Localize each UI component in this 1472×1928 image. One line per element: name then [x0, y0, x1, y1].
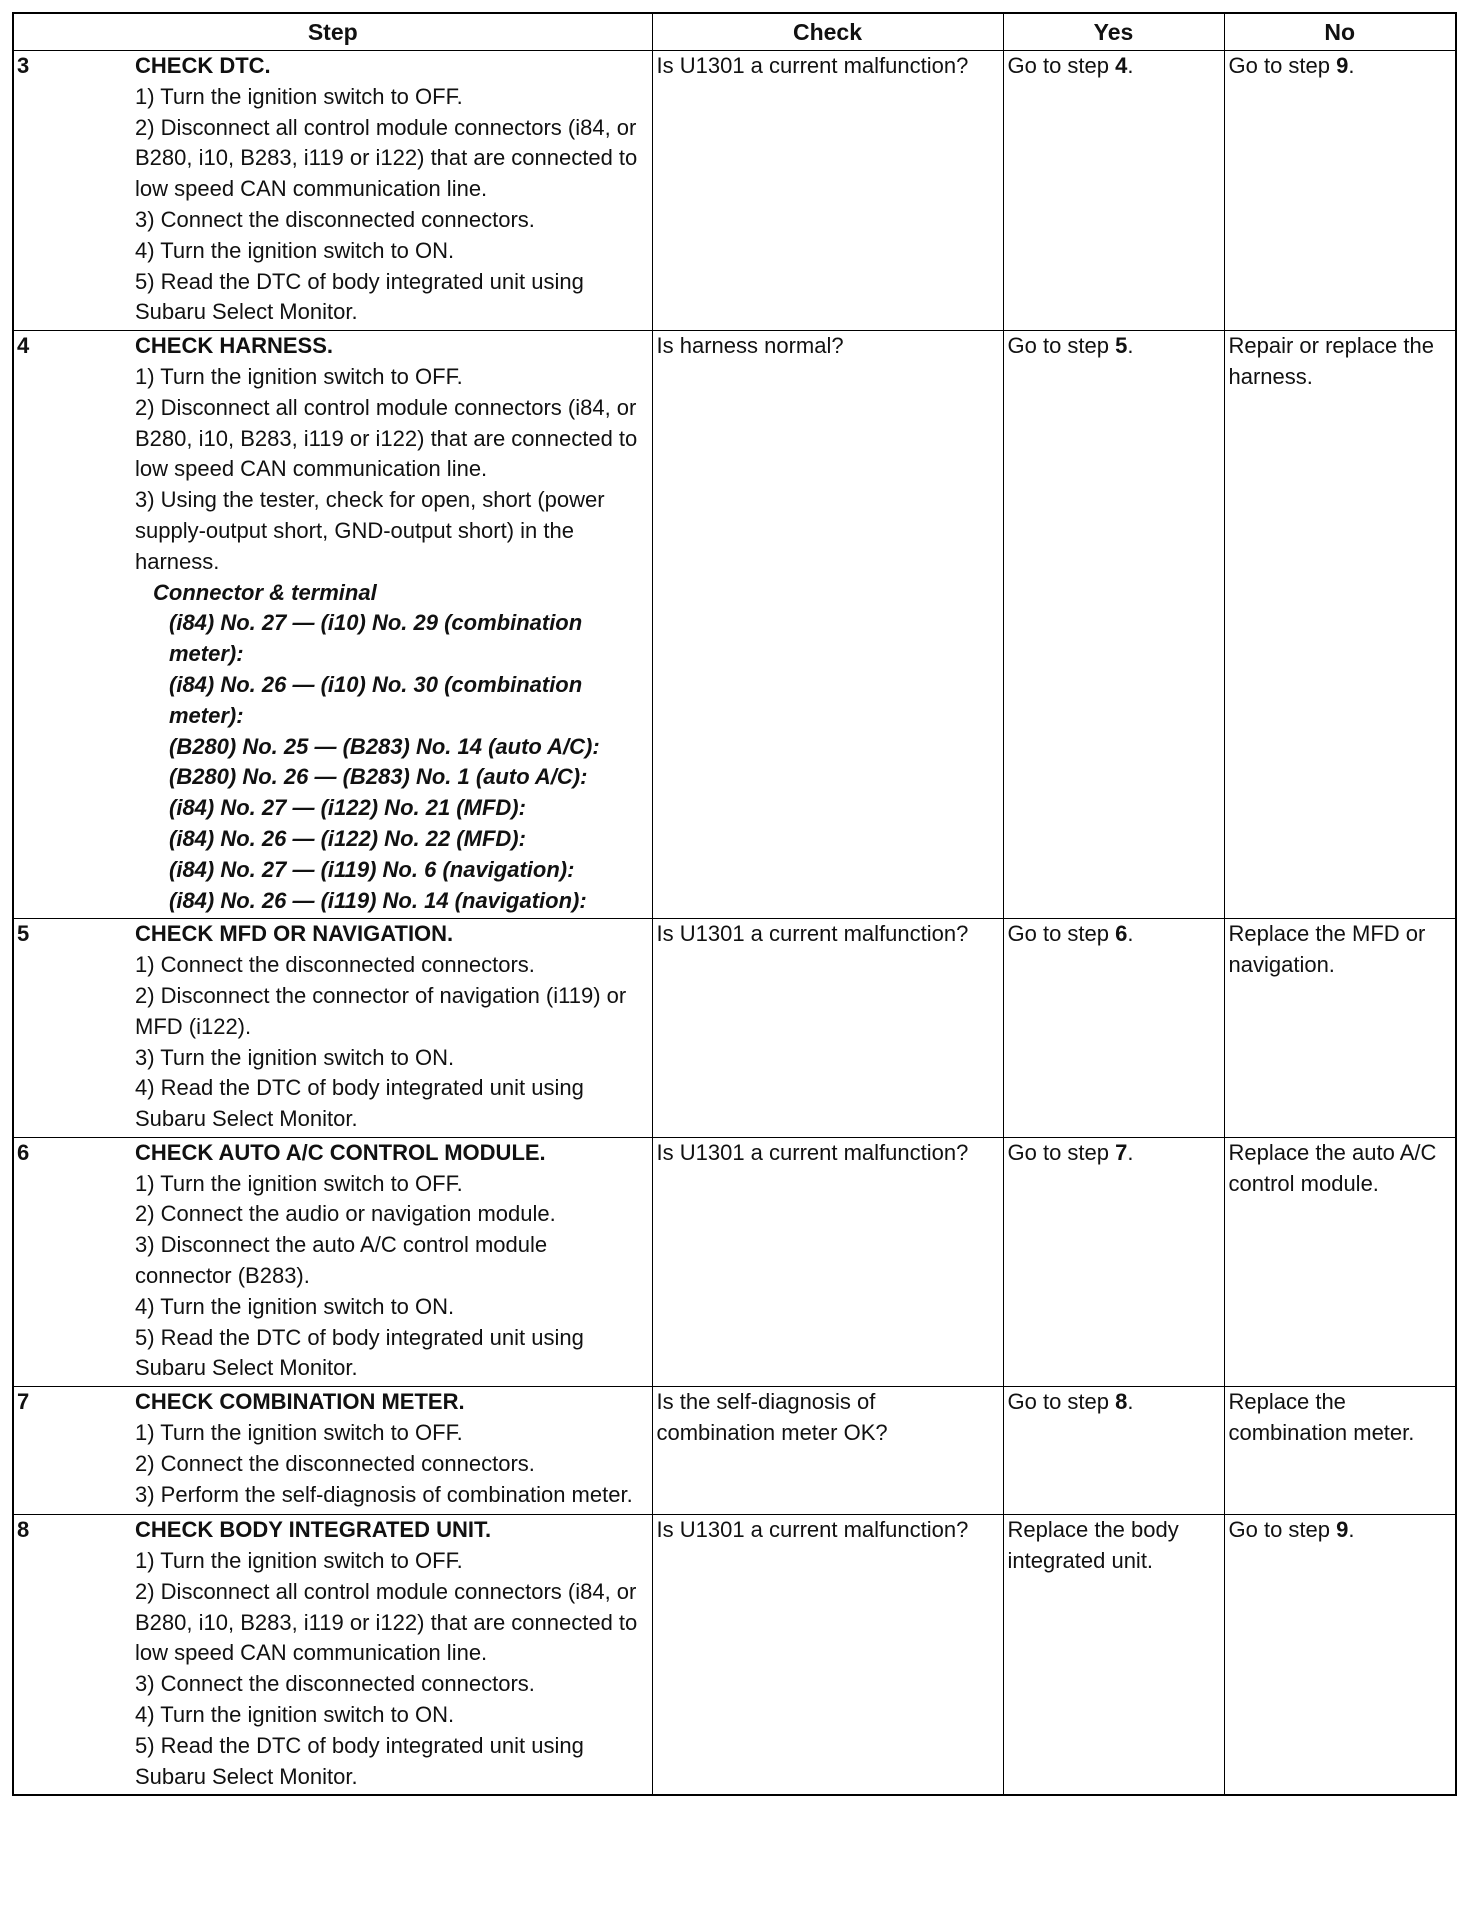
yes-cell: [1003, 331, 1224, 919]
no-text: Replace the MFD or navigation.: [1228, 921, 1426, 978]
step-number: 4: [17, 333, 30, 359]
yes-step-number: 8: [1115, 1389, 1128, 1415]
check-question: Is U1301 a current malfunction?: [656, 53, 969, 78]
step-body: [135, 1387, 646, 1510]
step-title: CHECK COMBINATION METER.: [135, 1389, 465, 1415]
check-cell: [652, 1515, 1003, 1796]
step-title: CHECK AUTO A/C CONTROL MODULE.: [135, 1139, 546, 1165]
yes-text-end: .: [1127, 53, 1134, 78]
no-step-number: 9: [1336, 53, 1349, 78]
yes-step-number: 4: [1115, 53, 1128, 78]
yes-text: Go to step: [1007, 1139, 1116, 1165]
step-instruction: 3) Disconnect the auto A/C control module connector (B283).: [135, 1232, 548, 1289]
table-row: [13, 1515, 1456, 1796]
table-row: [13, 1387, 1456, 1515]
step-body: [135, 1515, 646, 1792]
connector-terminal-spec: (B280) No. 25 — (B283) No. 14 (auto A/C):: [169, 733, 600, 759]
step-cell: [13, 1387, 652, 1515]
step-instruction: 3) Connect the disconnected connectors.: [135, 206, 535, 232]
step-number: 3: [17, 53, 30, 78]
connector-terminal-spec: (B280) No. 26 — (B283) No. 1 (auto A/C):: [169, 764, 588, 790]
step-number: 6: [17, 1139, 30, 1165]
step-instruction: 2) Disconnect all control module connectors (i84, or B280, i10, B283, i119 or i122) that are connected to low speed CAN communication line.: [135, 1578, 638, 1666]
connector-terminal-spec: (i84) No. 26 — (i10) No. 30 (combination meter):: [169, 671, 583, 728]
header-yes: Yes: [1003, 13, 1224, 51]
yes-text: Go to step: [1007, 333, 1116, 359]
header-check: Check: [652, 13, 1003, 51]
yes-cell: [1003, 1515, 1224, 1796]
step-instruction: 4) Turn the ignition switch to ON.: [135, 1293, 455, 1319]
no-cell: [1224, 331, 1456, 919]
step-instruction: 4) Read the DTC of body integrated unit using Subaru Select Monitor.: [135, 1075, 584, 1132]
header-step: Step: [13, 13, 652, 51]
connector-terminal-spec: (i84) No. 27 — (i10) No. 29 (combination meter):: [169, 610, 583, 667]
no-text-end: .: [1348, 53, 1355, 78]
check-cell: [652, 51, 1003, 331]
no-cell: [1224, 1137, 1456, 1386]
step-cell: [13, 331, 652, 919]
step-instruction: 5) Read the DTC of body integrated unit using Subaru Select Monitor.: [135, 268, 584, 325]
step-instruction: 2) Disconnect all control module connectors (i84, or B280, i10, B283, i119 or i122) that are connected to low speed CAN communication line.: [135, 114, 638, 202]
step-body: [135, 1138, 646, 1384]
table-row: [13, 919, 1456, 1138]
diagnostic-table: [12, 12, 1457, 1796]
check-cell: [652, 1137, 1003, 1386]
step-instruction: 3) Connect the disconnected connectors.: [135, 1671, 535, 1697]
yes-text: Go to step: [1007, 53, 1116, 78]
connector-terminal-spec: (i84) No. 26 — (i122) No. 22 (MFD):: [169, 825, 526, 851]
step-instruction: 4) Turn the ignition switch to ON.: [135, 237, 455, 263]
step-title: CHECK BODY INTEGRATED UNIT.: [135, 1517, 492, 1543]
step-instruction: 2) Connect the audio or navigation module.: [135, 1201, 556, 1227]
step-number: 8: [17, 1517, 30, 1543]
step-instruction: 1) Turn the ignition switch to OFF.: [135, 83, 463, 109]
no-text: Go to step: [1228, 53, 1337, 78]
check-question: Is U1301 a current malfunction?: [656, 1139, 969, 1165]
yes-text: Go to step: [1007, 1389, 1116, 1415]
no-text: Replace the combination meter.: [1228, 1389, 1415, 1446]
yes-step-number: 5: [1115, 333, 1128, 359]
connector-terminal-heading: Connector & terminal: [153, 579, 377, 605]
step-instruction: 1) Turn the ignition switch to OFF.: [135, 363, 463, 389]
step-instruction: 2) Connect the disconnected connectors.: [135, 1450, 535, 1476]
connector-terminal-spec: (i84) No. 26 — (i119) No. 14 (navigation):: [169, 887, 587, 913]
header-no: No: [1224, 13, 1456, 51]
no-text: Replace the auto A/C control module.: [1228, 1139, 1437, 1196]
yes-text-end: .: [1127, 921, 1134, 947]
step-cell: [13, 1137, 652, 1386]
no-cell: [1224, 1515, 1456, 1796]
connector-terminal-spec: (i84) No. 27 — (i122) No. 21 (MFD):: [169, 795, 526, 821]
table-row: [13, 331, 1456, 919]
step-number: 7: [17, 1389, 30, 1415]
table-row: [13, 51, 1456, 331]
step-title: CHECK DTC.: [135, 53, 271, 78]
no-cell: [1224, 919, 1456, 1138]
diagnostic-procedure-page: [12, 12, 1455, 1796]
yes-text-end: .: [1127, 1139, 1134, 1165]
yes-text: Go to step: [1007, 921, 1116, 947]
check-cell: [652, 1387, 1003, 1515]
step-instruction: 4) Turn the ignition switch to ON.: [135, 1702, 455, 1728]
yes-cell: [1003, 1137, 1224, 1386]
step-instruction: 2) Disconnect all control module connectors (i84, or B280, i10, B283, i119 or i122) that are connected to low speed CAN communication line.: [135, 394, 638, 482]
no-step-number: 9: [1336, 1517, 1349, 1543]
no-text: Repair or replace the harness.: [1228, 333, 1434, 389]
step-instruction: 1) Turn the ignition switch to OFF.: [135, 1170, 463, 1196]
step-number: 5: [17, 921, 30, 947]
step-instruction: 1) Connect the disconnected connectors.: [135, 952, 535, 978]
step-cell: [13, 1515, 652, 1796]
yes-cell: [1003, 1387, 1224, 1515]
step-cell: [13, 51, 652, 331]
step-instruction: 3) Using the tester, check for open, short (power supply-output short, GND-output short) in the harness.: [135, 487, 605, 574]
yes-cell: [1003, 919, 1224, 1138]
step-instruction: 2) Disconnect the connector of navigation (i119) or MFD (i122).: [135, 982, 627, 1039]
step-instruction: 3) Perform the self-diagnosis of combination meter.: [135, 1481, 633, 1507]
step-instruction: 1) Turn the ignition switch to OFF.: [135, 1420, 463, 1446]
step-instruction: 5) Read the DTC of body integrated unit using Subaru Select Monitor.: [135, 1732, 584, 1789]
check-question: Is U1301 a current malfunction?: [656, 921, 969, 947]
step-instruction: 5) Read the DTC of body integrated unit using Subaru Select Monitor.: [135, 1324, 584, 1381]
step-body: [135, 331, 646, 916]
no-text-end: .: [1348, 1517, 1355, 1543]
yes-text-end: .: [1127, 333, 1134, 359]
no-cell: [1224, 1387, 1456, 1515]
yes-cell: [1003, 51, 1224, 331]
no-cell: [1224, 51, 1456, 331]
table-header-row: [13, 13, 1456, 51]
check-cell: [652, 331, 1003, 919]
table-row: [13, 1137, 1456, 1386]
check-question: Is harness normal?: [656, 333, 844, 359]
step-instruction: 1) Turn the ignition switch to OFF.: [135, 1548, 463, 1574]
check-question: Is the self-diagnosis of combination meter OK?: [656, 1389, 888, 1446]
step-title: CHECK MFD OR NAVIGATION.: [135, 921, 454, 947]
step-body: [135, 51, 646, 328]
yes-text-end: .: [1127, 1389, 1134, 1415]
check-cell: [652, 919, 1003, 1138]
step-body: [135, 919, 646, 1135]
check-question: Is U1301 a current malfunction?: [656, 1517, 969, 1543]
yes-step-number: 6: [1115, 921, 1128, 947]
connector-terminal-spec: (i84) No. 27 — (i119) No. 6 (navigation):: [169, 856, 575, 882]
step-instruction: 3) Turn the ignition switch to ON.: [135, 1044, 455, 1070]
yes-text: Replace the body integrated unit.: [1007, 1517, 1179, 1574]
yes-step-number: 7: [1115, 1139, 1128, 1165]
no-text: Go to step: [1228, 1517, 1337, 1543]
step-cell: [13, 919, 652, 1138]
step-title: CHECK HARNESS.: [135, 333, 334, 359]
